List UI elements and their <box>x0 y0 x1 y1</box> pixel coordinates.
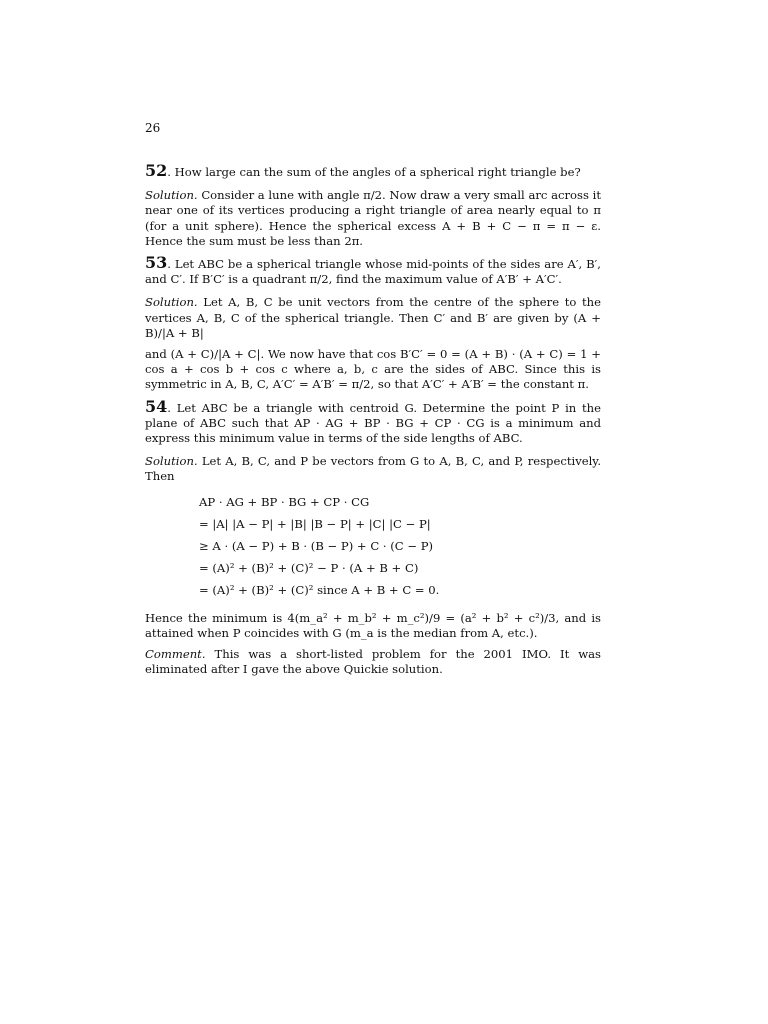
solution-label: Solution. <box>145 454 198 469</box>
problem-number: 52 <box>145 161 168 180</box>
page-number: 26 <box>145 121 161 135</box>
solution-text: Let A, B, C, and P be vectors from G to A, B, C, and P, respectively. Then <box>145 454 602 484</box>
equation-line: = |A| |A − P| + |B| |B − P| + |C| |C − P| <box>199 516 431 531</box>
page-content <box>145 163 601 683</box>
problem-text: . Let ABC be a spherical triangle whose mid-points of the sides are A′, B′, and C′. If B′C′ is a quadrant π/2, find the maximum value of A′B′ + A′C′. <box>145 257 601 287</box>
solution-text-1: Let A, B, C be unit vectors from the centre of the sphere to the vertices A, B, C of the spherical triangle. Then C′ and B′ are given by (A + B)/|A + B| <box>145 295 601 340</box>
problem-number: 53 <box>145 253 168 273</box>
problem-text: . Let ABC be a triangle with centroid G. Determine the point P in the plane of ABC such that AP · AG + BP · BG + CP · CG is a minimum and express this minimum value in terms of the side lengths of ABC. <box>145 400 601 446</box>
comment-text: This was a short-listed problem for the 2001 IMO. It was eliminated after I gave the above Quickie solution. <box>145 647 602 677</box>
problem-text: . How large can the sum of the angles of a spherical right triangle be? <box>167 165 581 179</box>
equation-line: AP · AG + BP · BG + CP · CG <box>199 494 370 509</box>
equation-line: ≥ A · (A − P) + B · (B − P) + C · (C − P) <box>199 538 434 553</box>
problem-53 <box>145 255 601 287</box>
conclusion-text: Hence the minimum is 4(m_a² + m_b² + m_c²)/9 = (a² + b² + c²)/3, and is attained when P coincides with G (m_a is the median from A, etc.). <box>145 610 601 640</box>
solution-text-2: and (A + C)/|A + C|. We now have that cos B′C′ = 0 = (A + B) · (A + C) = <box>145 347 577 362</box>
problem-52 <box>145 163 601 180</box>
comment-54 <box>145 647 601 677</box>
problem-54 <box>145 396 601 447</box>
solution-text-3: 1 + cos a + cos b + cos c where a, b, c are the sides of ABC. Since this is symmetric in A, B, C, A′C′ = A′B′ = π/2, so that A′C′ + A′B′ = the constant π. <box>145 347 601 392</box>
solution-label: Solution. <box>145 188 198 203</box>
conclusion-54 <box>145 611 601 641</box>
solution-label: Solution. <box>145 295 198 310</box>
solution-52 <box>145 188 601 249</box>
solution-53-cont <box>145 347 601 393</box>
equation-line: = (A)² + (B)² + (C)² since A + B + C = 0. <box>199 582 440 597</box>
equation-block <box>199 491 601 601</box>
solution-54 <box>145 454 601 484</box>
equation-line: = (A)² + (B)² + (C)² − P · (A + B + C) <box>199 560 419 575</box>
solution-text: Consider a lune with angle π/2. Now draw a very small arc across it near one of its vertices producing a right triangle of area nearly equal to π (for a unit sphere). Hence the spherical excess A + B + C − π = π − ε. Hence the sum must be less than 2π. <box>145 188 602 248</box>
problem-number: 54 <box>145 396 168 416</box>
comment-label: Comment. <box>145 647 206 662</box>
solution-53 <box>145 295 601 341</box>
